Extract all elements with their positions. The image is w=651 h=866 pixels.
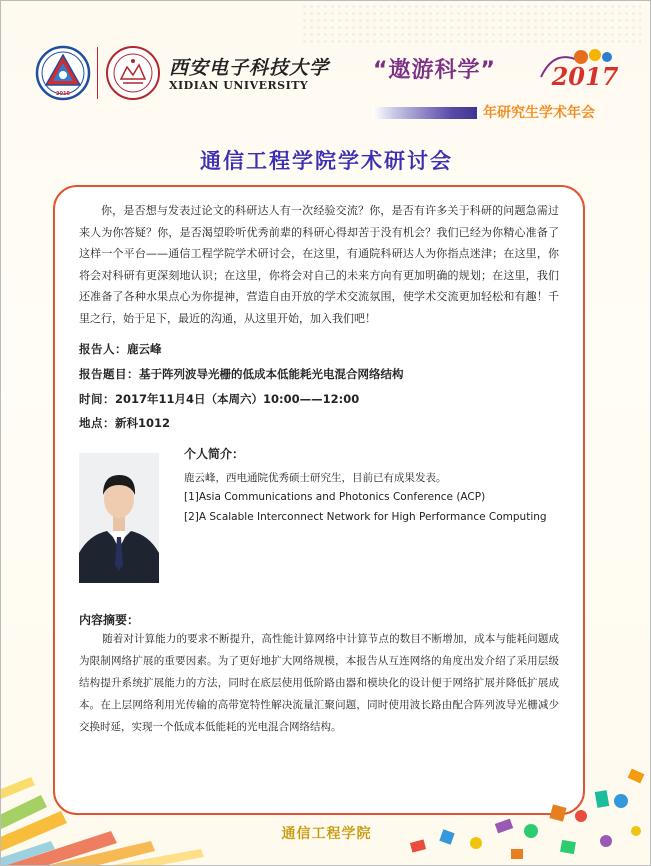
svg-text:2017: 2017 <box>551 62 619 91</box>
place-label: 地点： <box>79 416 115 430</box>
reporter-name: 鹿云峰 <box>127 342 162 356</box>
abstract-text: 随着对计算能力的要求不断提升，高性能计算网络中计算节点的数目不断增加，成本与能耗问题成为限制网络扩展的重要因素。为了更好地扩大网络规模，本报告从互连网络的角度出发介绍了采用层级结构提升系统扩展能力的方法，同时在底层使用低阶路由器和模块化的设计便于网络扩展并降低扩展成本。在上层网络利用光传输的高带宽特性解决流量汇聚问题，同时使用波长路由配合阵列波导光栅减少交换时延，实现一个低成本低能耗的光电混合网络结构。 <box>79 633 559 733</box>
university-seal <box>105 45 161 101</box>
bio-line: 鹿云峰，西电通院优秀硕士研究生，目前已有成果发表。 <box>184 472 447 484</box>
intro-paragraph: 你，是否想与发表过论文的科研达人有一次经验交流？你，是否有许多关于科研的问题急需过来人为你答疑？你，是否渴望聆听优秀前辈的科研心得却苦于没有机会？我们已经为你精心准备了这样一个平台——通信工程学院学术研讨会，在这里，有通院科研达人为你指点迷津；在这里，你将会对科研有更深刻地认识；在这里，你将会对自己的未来方向有更加明确的规划；在这里，我们还准备了各种水果点心为你提神，营造自由开放的学术交流氛围，使学术交流更加轻松和有趣！千里之行，始于足下，最近的沟通，从这里开始，加入我们吧！ <box>79 204 559 325</box>
slogan: “遨游科学” <box>373 58 496 83</box>
svg-text:2010: 2010 <box>56 91 70 97</box>
bio-publication: [2]A Scalable Interconnect Network for High Performance Computing <box>184 511 547 523</box>
dot-pattern <box>301 3 641 43</box>
time-label: 时间： <box>79 392 115 406</box>
reporter-label: 报告人： <box>79 342 127 356</box>
bio-heading: 个人简介： <box>184 447 245 461</box>
logo-divider <box>97 47 98 99</box>
university-name-en: XIDIAN UNIVERSITY <box>169 79 309 92</box>
bio-publication: [1]Asia Communications and Photonics Conference (ACP) <box>184 491 486 503</box>
topic-value: 基于阵列波导光栅的低成本低能耗光电混合网络结构 <box>139 367 404 381</box>
conference-subtitle: 年研究生学术年会 <box>483 105 595 121</box>
subtitle-bar <box>373 107 477 119</box>
abstract-heading: 内容摘要： <box>79 613 140 627</box>
reporter-line <box>79 341 162 357</box>
time-value: 2017年11月4日（本周六）10:00——12:00 <box>115 392 360 406</box>
topic-label: 报告题目： <box>79 367 139 381</box>
topic-line <box>79 366 404 382</box>
footer-department: 通信工程学院 <box>281 826 372 842</box>
year-artwork <box>535 41 635 95</box>
time-line <box>79 391 359 407</box>
page-title: 通信工程学院学术研讨会 <box>200 149 453 173</box>
speaker-photo <box>79 453 159 583</box>
anniversary-logo <box>35 45 91 101</box>
university-name-cn: 西安电子科技大学 <box>169 57 330 79</box>
place-line <box>79 415 170 431</box>
decorative-icons-right <box>381 761 651 866</box>
place-value: 新科1012 <box>115 416 171 430</box>
